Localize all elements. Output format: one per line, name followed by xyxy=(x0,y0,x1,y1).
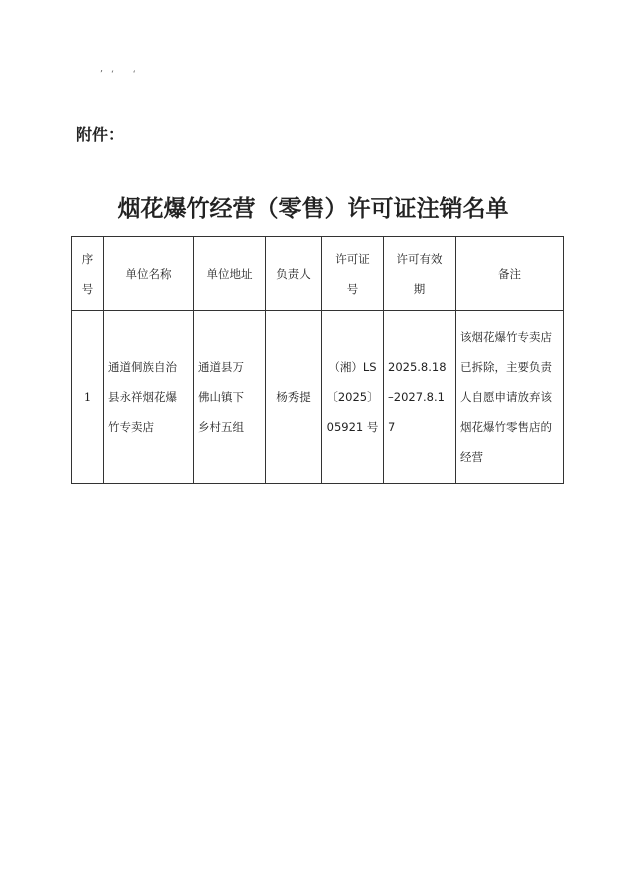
header-remarks: 备注 xyxy=(456,237,564,311)
header-unit-name: 单位名称 xyxy=(104,237,194,311)
attachment-label: 附件： xyxy=(76,125,125,144)
cell-unit-name: 通道侗族自治 县永祥烟花爆 竹专卖店 xyxy=(104,311,194,484)
header-license-validity: 许可有效 期 xyxy=(384,237,456,311)
cell-unit-address: 通道县万 佛山镇下 乡村五组 xyxy=(194,311,266,484)
cell-person-in-charge: 杨秀提 xyxy=(266,311,322,484)
document-title: 烟花爆竹经营（零售）许可证注销名单 xyxy=(117,195,509,222)
scan-marks: ’‘ ʻ xyxy=(100,70,144,80)
cell-license-number: （湘）LS 〔2025〕 05921 号 xyxy=(322,311,384,484)
header-index: 序 号 xyxy=(72,237,104,311)
cell-license-validity: 2025.8.18 –2027.8.1 7 xyxy=(384,311,456,484)
header-unit-address: 单位地址 xyxy=(194,237,266,311)
table-row xyxy=(72,311,564,484)
cell-remarks: 该烟花爆竹专卖店 已拆除，主要负责 人自愿申请放弃该 烟花爆竹零售店的 经营 xyxy=(456,311,564,484)
header-person-in-charge: 负责人 xyxy=(266,237,322,311)
revocation-table xyxy=(71,236,564,484)
table-header-row xyxy=(72,237,564,311)
header-license-number: 许可证 号 xyxy=(322,237,384,311)
cell-index: 1 xyxy=(72,311,104,484)
